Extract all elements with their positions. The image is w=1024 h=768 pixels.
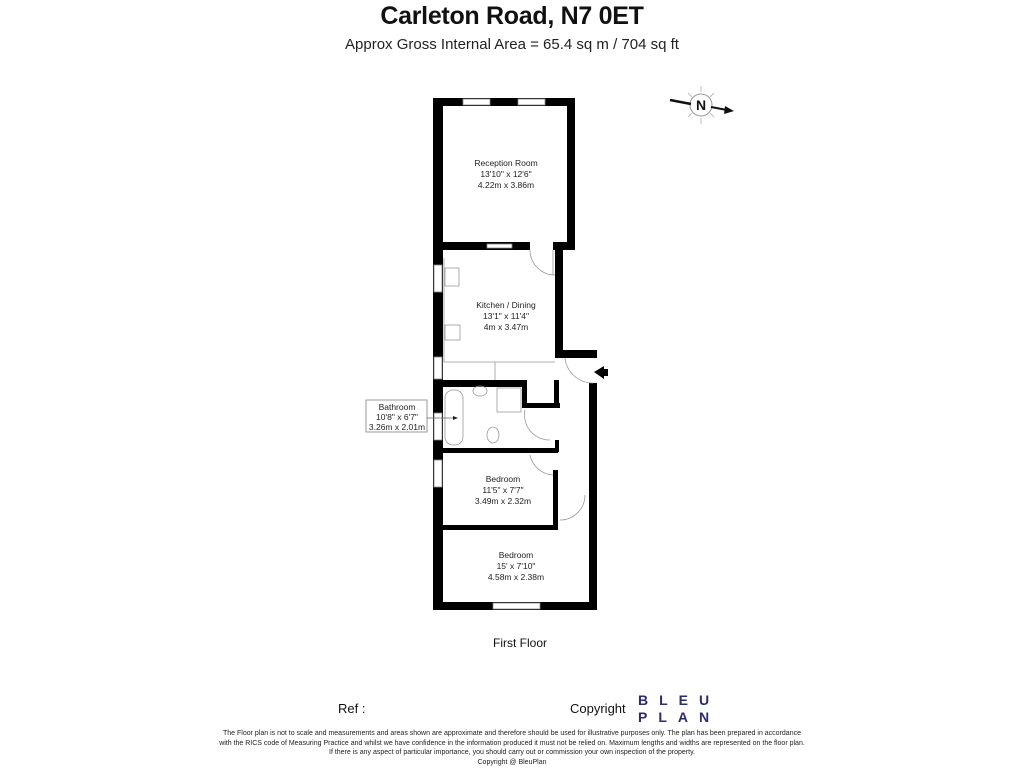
floor-label: First Floor: [493, 636, 547, 650]
room-reception: [474, 158, 537, 190]
svg-text:10'8" x 6'7": 10'8" x 6'7": [376, 412, 418, 422]
gross-area: Approx Gross Internal Area = 65.4 sq m / 704 sq ft: [345, 36, 679, 53]
page-title: Carleton Road, N7 0ET: [380, 2, 644, 30]
disclaimer-line: with the RICS code of Measuring Practice and whilst we have confidence in the information produced it must not be relied on. Maximum lengths and widths are represented on the floor plan.: [219, 739, 805, 747]
disclaimer-line: If there is any aspect of particular importance, you should carry out or commission your own inspection of the property.: [329, 749, 695, 756]
svg-text:15' x 7'10": 15' x 7'10": [496, 561, 536, 571]
bleuplan-logo: [638, 692, 720, 726]
shower-icon: [497, 388, 521, 412]
basin-icon: [473, 386, 487, 396]
svg-text:N: N: [695, 97, 707, 113]
svg-text:3.49m x 2.32m: 3.49m x 2.32m: [474, 496, 532, 506]
svg-text:Reception Room: Reception Room: [474, 158, 538, 168]
disclaimer: [0, 729, 1024, 767]
sink-icon: [445, 268, 459, 286]
ref-label: Ref :: [338, 701, 366, 716]
north-arrow-icon: [670, 86, 734, 124]
disclaimer-line: The Floor plan is not to scale and measurements and areas shown are approximate and therefore should be used for illustrative purposes only. The plan has been prepared in accordance: [223, 730, 801, 737]
toilet-icon: [487, 427, 499, 443]
svg-text:11'5" x 7'7": 11'5" x 7'7": [482, 485, 524, 495]
room-kitchen-dining: [476, 300, 536, 332]
svg-text:Kitchen / Dining: Kitchen / Dining: [476, 300, 536, 310]
disclaimer-line: Copyright @ BleuPlan: [477, 758, 547, 766]
svg-text:13'1" x 11'4": 13'1" x 11'4": [483, 311, 529, 321]
svg-text:13'10" x 12'6": 13'10" x 12'6": [480, 169, 532, 179]
svg-text:Bathroom: Bathroom: [378, 402, 416, 412]
svg-text:Bedroom: Bedroom: [498, 550, 534, 560]
hob-icon: [445, 325, 460, 340]
svg-text:4.58m x 2.38m: 4.58m x 2.38m: [487, 572, 545, 582]
room-bedroom-1: [475, 474, 531, 506]
logo-line-1: BLEU: [638, 692, 721, 708]
svg-text:Bedroom: Bedroom: [485, 474, 521, 484]
svg-text:4.22m x 3.86m: 4.22m x 3.86m: [477, 180, 535, 190]
copyright-label: Copyright: [570, 701, 626, 716]
svg-text:3.26m x 2.01m: 3.26m x 2.01m: [368, 422, 426, 432]
room-bedroom-2: [488, 550, 544, 582]
logo-line-2: PLAN: [638, 709, 721, 725]
entrance-arrow-icon: [594, 366, 608, 379]
svg-text:4m x 3.47m: 4m x 3.47m: [483, 322, 529, 332]
